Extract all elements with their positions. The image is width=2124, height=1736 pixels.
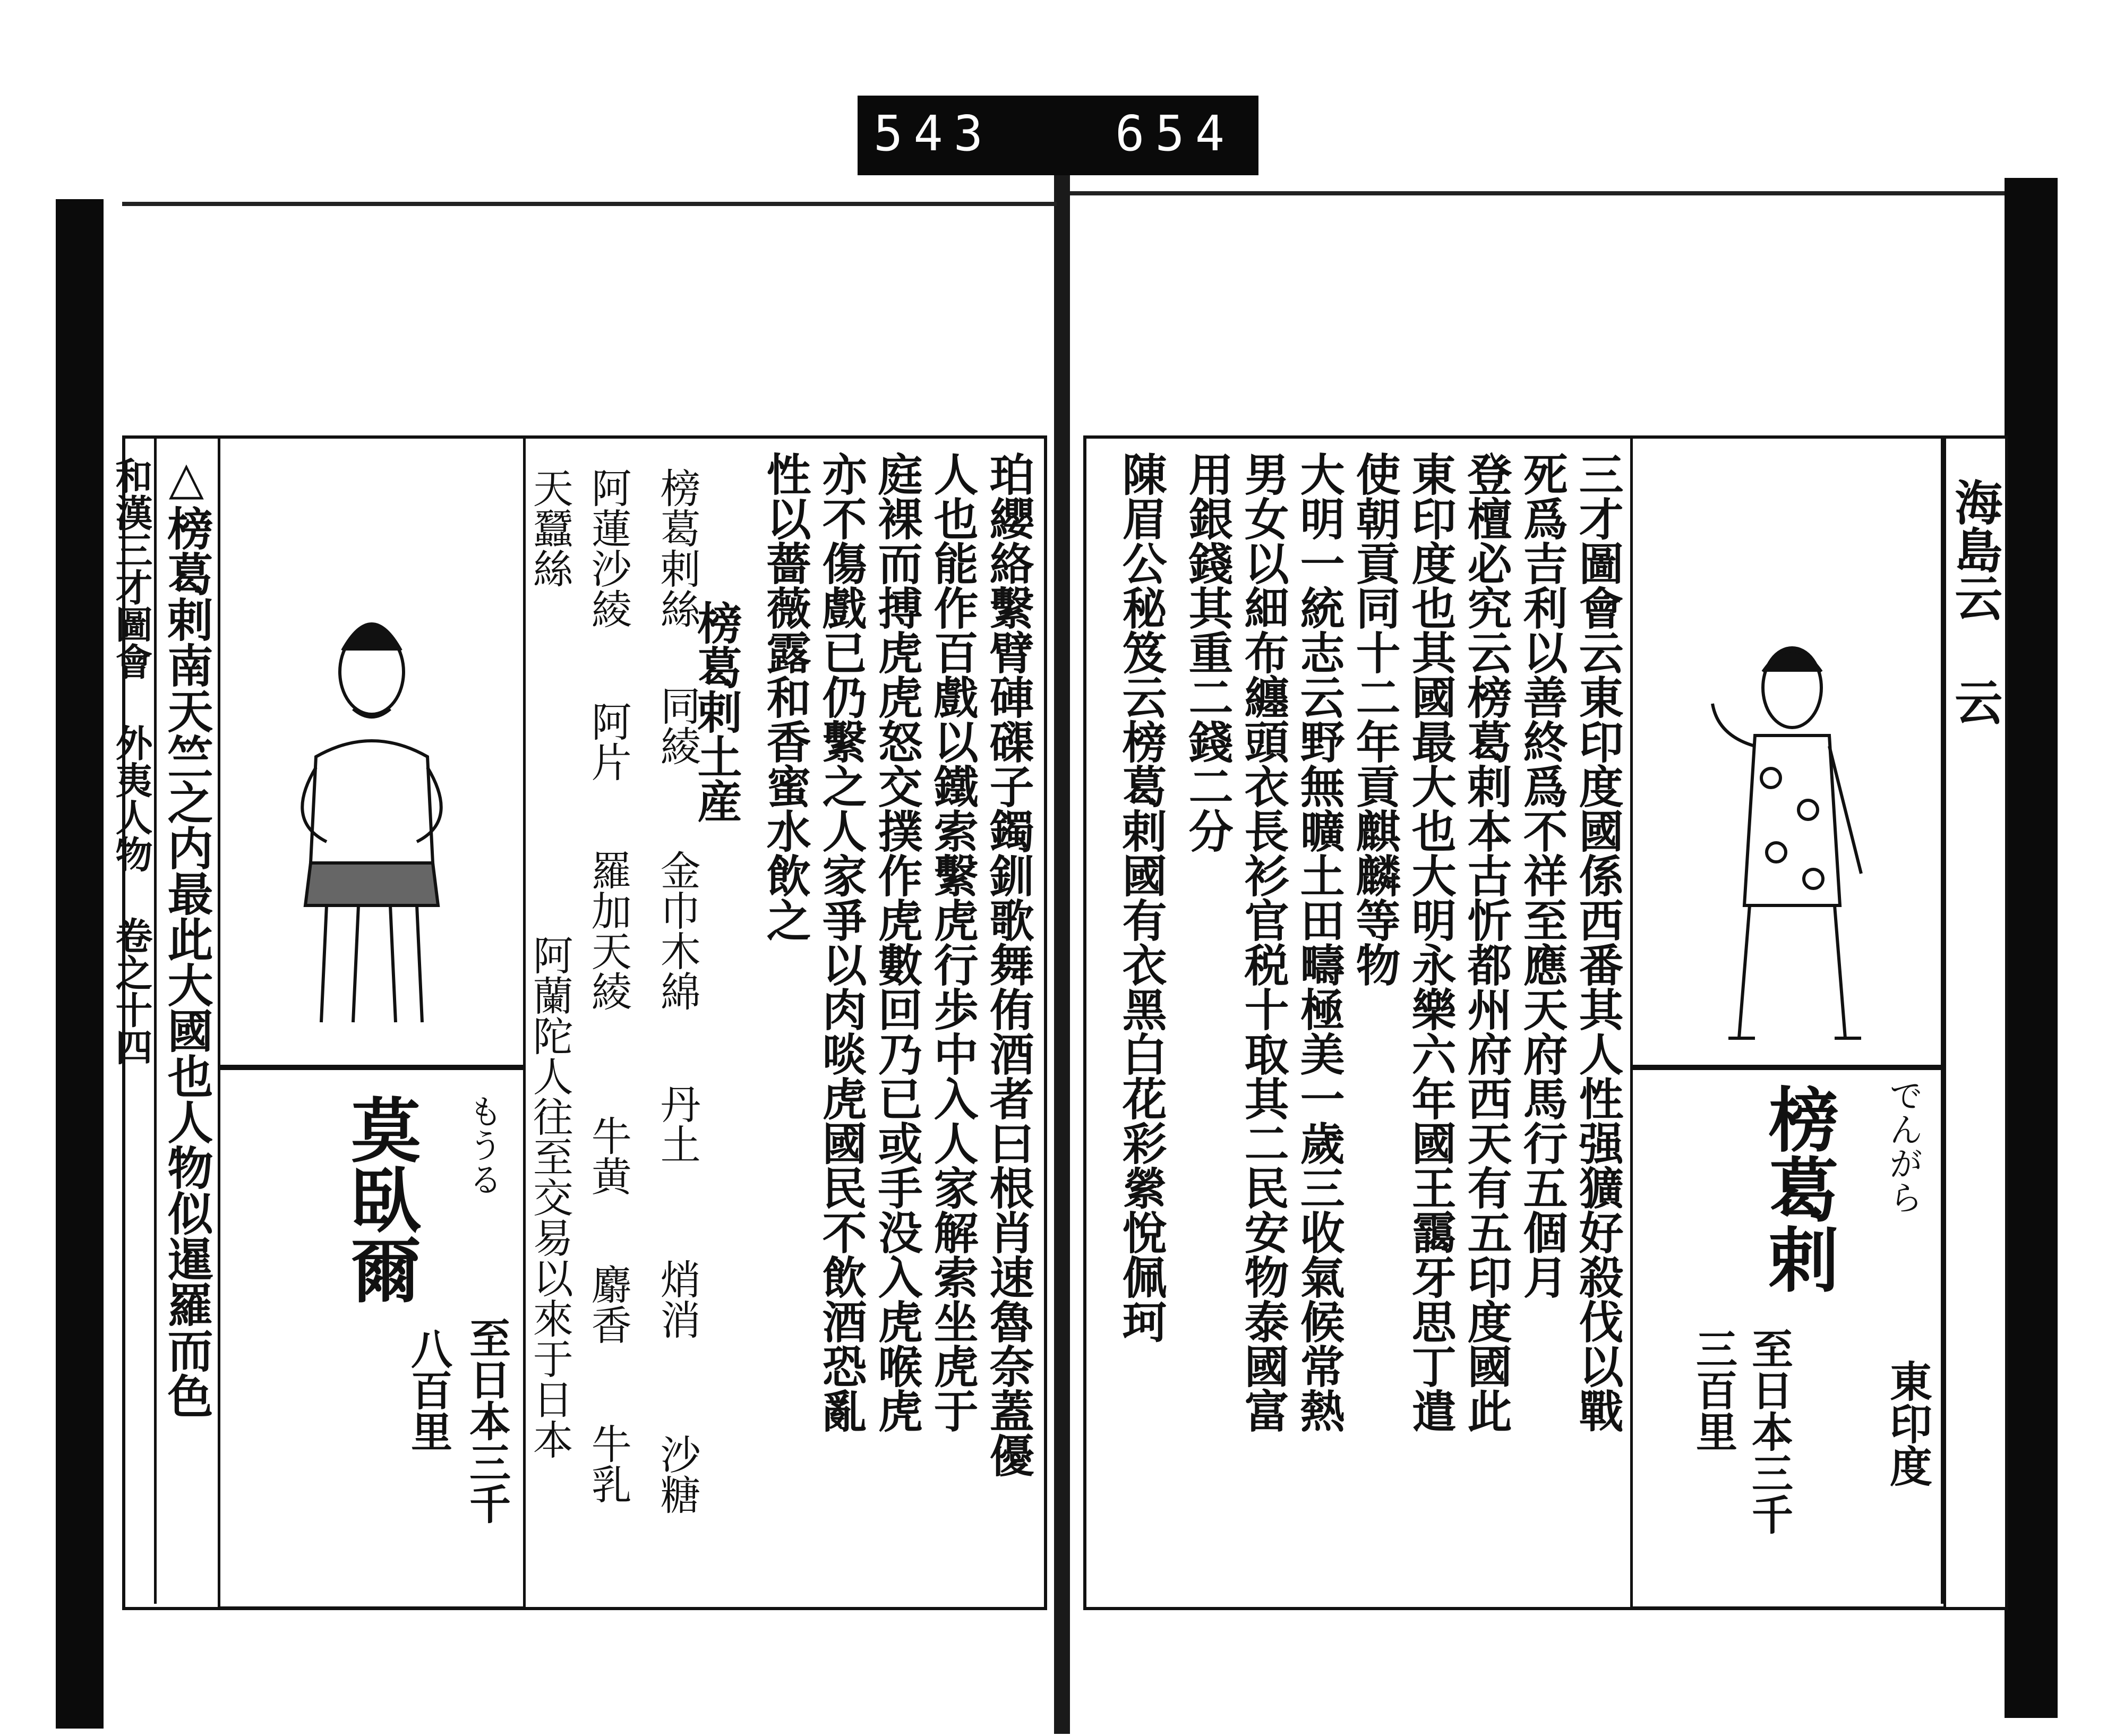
book-edge-left [56, 199, 104, 1729]
mogul-figure-pane [218, 435, 526, 1070]
bengal-distance-line-2: 三百里 [1689, 1328, 1738, 1452]
right-body-col-7: 男女以細布纏頭衣長衫官税十取其二民安物泰國富 [1237, 451, 1290, 1433]
product-col1-item4: 丹土 [654, 1083, 701, 1164]
product-col1-item5: 焇消 [654, 1259, 701, 1339]
left-body-col-5: 性以薔薇露和香蜜水飲之 [759, 451, 812, 942]
product-col1-item6: 沙糖 [654, 1434, 701, 1515]
bengal-man-illustration [1633, 438, 1943, 1067]
book-spine [1054, 175, 1070, 1734]
left-body-col-1: 珀纓絡繫臂硨磲子鐲釧歌舞侑酒者曰根肖速魯奈蓋優 [982, 451, 1035, 1477]
left-body-col-3: 庭裸而搏虎虎怒交撲作虎數回乃已或手没入虎喉虎 [871, 451, 924, 1433]
right-body-col-3: 登檀必究云榜葛剌本古忻都州府西天有五印度國此 [1460, 451, 1513, 1433]
mogul-distance-line-1: 至日本三千 [463, 1317, 511, 1524]
page-top-edge-left [122, 202, 1057, 206]
mogul-kana-reading: もうる [463, 1094, 502, 1196]
right-body-col-8: 用銀錢其重二錢二分 [1181, 451, 1235, 853]
book-edge-right [2005, 178, 2058, 1718]
right-page-header: 海島云 云 [1946, 478, 2003, 725]
bengal-region: 東印度 [1882, 1359, 1933, 1487]
product-col3-item2: 阿蘭陀人往至交易以來于日本 [526, 935, 574, 1459]
folio-left-number: 543 [873, 105, 994, 162]
bengal-figure-pane [1630, 435, 1946, 1070]
product-col2-item6: 牛乳 [585, 1423, 632, 1504]
product-col3-item1: 天蠶絲 [526, 467, 574, 588]
bengal-title: 榜葛剌 [1757, 1083, 1839, 1294]
mogul-title: 莫臥爾 [339, 1094, 421, 1304]
product-col1-item2: 同綾 [654, 685, 701, 766]
right-body-col-9: 陳眉公秘笈云榜葛剌國有衣黑白花彩縈悅佩珂 [1115, 451, 1168, 1344]
right-body-col-4: 東印度也其國最大也大明永樂六年國王靄牙思丁遣 [1404, 451, 1458, 1433]
right-body-col-1: 三才圖會云東印度國係西番其人性强獷好殺伐以戰 [1572, 451, 1625, 1433]
folio-right-number: 654 [1115, 105, 1236, 162]
left-body-col-4: 亦不傷戲已仍繫之人家爭以肉啖虎國民不飲酒恐亂 [815, 451, 868, 1433]
left-running-head: 和漢三才圖會 外夷人物 卷之十四 [109, 457, 153, 1065]
bengal-kana-reading: でんがら [1883, 1078, 1923, 1214]
product-col1-item1: 榜葛剌絲 [654, 467, 701, 629]
bengal-distance-line-1: 至日本三千 [1745, 1328, 1794, 1535]
folio-label [858, 96, 1258, 175]
right-body-col-2: 死爲吉利以善終爲不祥至應天府馬行五個月 [1516, 451, 1569, 1299]
products-heading: 榜葛剌土産 [690, 600, 743, 823]
product-col1-item3: 金巾木綿 [654, 850, 701, 1011]
product-col2-item5: 麝香 [585, 1264, 632, 1345]
right-body-col-5: 使朝貢同十二年貢麒麟等物 [1349, 451, 1402, 987]
product-col2-item4: 牛黄 [585, 1115, 632, 1196]
left-body-col-2: 人也能作百戲以鐵索繫虎行歩中入人家解索坐虎于 [927, 451, 980, 1433]
product-col2-item1: 阿蓮沙綾 [585, 467, 632, 629]
mogul-man-illustration [220, 438, 523, 1067]
left-running-head-rule [154, 435, 157, 1604]
product-col2-item3: 羅加天綾 [585, 850, 632, 1011]
product-col2-item2: 阿片 [585, 701, 632, 782]
mogul-distance-line-2: 八百里 [404, 1328, 453, 1452]
left-side-note: △榜葛剌南天竺之内最此大國也人物似暹羅而色 [159, 451, 213, 1418]
right-body-col-6: 大明一統志云野無曠土田疇極美一歲三收氣候常熱 [1293, 451, 1346, 1433]
page-top-edge-right [1070, 191, 2005, 195]
